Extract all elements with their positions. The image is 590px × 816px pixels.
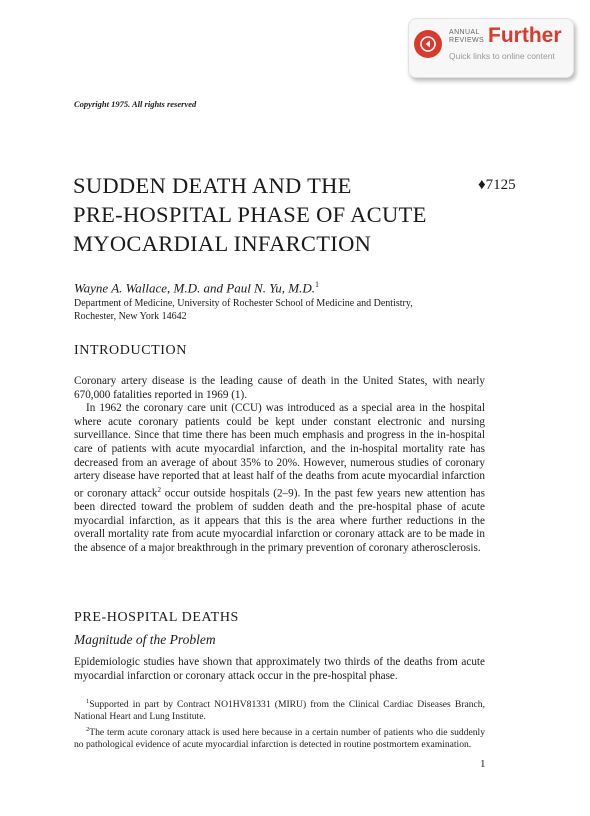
- introduction-paragraph-2-text-a: In 1962 the coronary care unit (CCU) was introduced as a special area in the hospital where acute coronary patients could be kept under constant electronic and nursing surveillance. Since that time there has been much emphasis and progress in the in-hospital care of patients with acute myocardial infarction, and the in-hospital mortality rate has decreased from an average of about 35% to 20%. However, numerous studies of coronary artery disease have reported that at least half of the deaths from acute myocardial infarction or coronary attack: [74, 402, 485, 500]
- badge-subtitle[interactable]: Quick links to online content: [449, 51, 555, 61]
- magnitude-subheading: Magnitude of the Problem: [74, 632, 216, 647]
- introduction-body: [74, 375, 485, 555]
- article-number: ♦7125: [478, 177, 516, 193]
- footnote-1-text: Supported in part by Contract NO1HV81331 (MIRU) from the Clinical Cardiac Diseases Branch, National Heart and Lung Institute.: [74, 699, 485, 723]
- introduction-paragraph-2: [74, 402, 485, 555]
- footnote-1: [74, 696, 485, 724]
- footnote-1-mark: 1: [86, 698, 90, 705]
- prehospital-paragraph-1: Epidemiologic studies have shown that approximately two thirds of the deaths from acute myocardial infarction or coronary attack occur in the pre-hospital phase.: [74, 656, 485, 682]
- footnote-2-mark: 2: [86, 725, 90, 733]
- play-arrow-icon[interactable]: [414, 30, 442, 58]
- affiliation-line-1: Department of Medicine, University of Rochester School of Medicine and Dentistry,: [74, 298, 413, 309]
- introduction-heading: INTRODUCTION: [74, 343, 187, 358]
- article-title-line-3: MYOCARDIAL INFARCTION: [73, 231, 372, 256]
- footnote-2-ref: 2: [157, 485, 161, 494]
- footnote-2: [74, 724, 485, 752]
- badge-further-label[interactable]: Further: [488, 24, 562, 47]
- introduction-paragraph-2-text-b: occur outside hospitals (2–9). In the past few years new attention has been directed toward the problem of sudden death and the pre-hospital phase of acute myocardial infarction, as it appears that this is the area where further reductions in the overall mortality rate from acute myocardial infarction or coronary attack are to be made in the absence of a major breakthrough in the primary prevention of coronary atherosclerosis.: [74, 487, 485, 554]
- footnotes: [74, 696, 485, 751]
- prehospital-body: [74, 656, 485, 683]
- copyright-notice: Copyright 1975. All rights reserved: [74, 99, 197, 109]
- page-number: 1: [480, 758, 486, 770]
- badge-annual-label: ANNUAL: [449, 29, 480, 36]
- article-title-line-2: PRE-HOSPITAL PHASE OF ACUTE: [73, 202, 427, 227]
- badge-reviews-label: REVIEWS: [449, 37, 485, 44]
- author-names: Wayne A. Wallace, M.D. and Paul N. Yu, M.D.: [74, 280, 315, 296]
- author-footnote-mark: 1: [314, 280, 319, 289]
- affiliation-line-2: Rochester, New York 14642: [74, 311, 187, 322]
- author-line: [74, 277, 319, 296]
- footnote-2-text: The term acute coronary attack is used here because in a certain number of patients who die suddenly no pathological evidence of acute myocardial infarction is detected in routine postmortem examination.: [74, 726, 485, 750]
- prehospital-deaths-heading: PRE-HOSPITAL DEATHS: [74, 610, 239, 625]
- introduction-paragraph-1: Coronary artery disease is the leading cause of death in the United States, with nearly 670,000 fatalities reported in 1969 (1).: [74, 375, 485, 401]
- play-arrow-glyph: [420, 36, 436, 52]
- article-title-line-1: SUDDEN DEATH AND THE: [73, 173, 352, 198]
